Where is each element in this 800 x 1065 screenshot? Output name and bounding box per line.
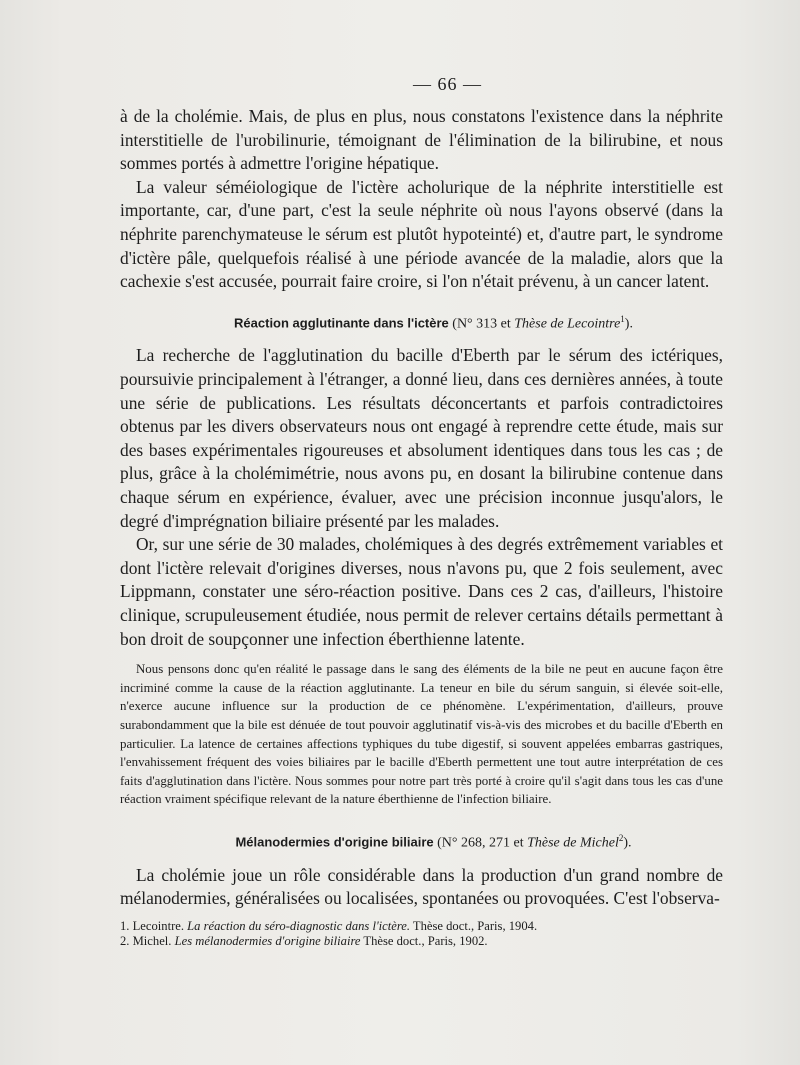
page-number: — 66 — <box>413 74 482 94</box>
section-title: Réaction agglutinante dans l'ictère <box>234 315 449 331</box>
footnote-number: 1. <box>120 918 130 933</box>
paragraph: La valeur séméiologique de l'ictère acholurique de la néphrite interstitielle est importante, car, d'une part, c'est la seule néphrite où nous l'ayons observé (dans la néphrite parenchymateuse le sérum est plutôt hypoteinté) et, d'autre part, le syndrome d'ictère pâle, quelquefois réalisé à une période avancée de la maladie, alors que la cachexie s'est accusée, pourrait faire croire, si l'on n'était prévenu, à un cancer latent. <box>120 176 723 292</box>
paragraph: La recherche de l'agglutination du bacille d'Eberth par le sérum des ictériques, poursuivie principalement à l'étranger, a donné lieu, dans ces dernières années, à toute une série de publications. Les résultats déconcertants et parfois contradictoires obtenus par les divers observateurs nous ont engagé à reprendre cette étude, mais sur des bases expérimentales rigoureuses et absolument identiques dans tous les cas ; de plus, grâce à la cholémimétrie, nous avons pu, en dosant la bilirubine contenue dans chaque sérum en expérience, évaluer, avec une précision inconnue jusqu'alors, le degré d'imprégnation biliaire présenté par les malades. <box>120 345 723 531</box>
footnote-author: Michel. <box>132 934 172 949</box>
footnote-mark: 1 <box>620 313 625 324</box>
footnote-title: La réaction du séro-diagnostic dans l'ictère. <box>187 918 410 933</box>
section-thesis: Thèse de Michel <box>527 835 619 851</box>
footnote <box>120 934 723 950</box>
section-ref-open: (N° 313 et <box>452 316 515 332</box>
section-heading <box>144 833 723 852</box>
footnotes <box>120 919 723 950</box>
footnote-author: Lecointre. <box>132 918 185 933</box>
footnote-details: Thèse doct., Paris, 1902. <box>363 934 488 949</box>
small-print-note: Nous pensons donc qu'en réalité le passage dans le sang des éléments de la bile ne peut en aucune façon être incriminé comme la cause de la réaction agglutinante. La teneur en bile du sérum sanguin, si élevée soit-elle, n'exerce aucune influence sur la production de ce phénomène. L'expérimentation, d'ailleurs, prouve surabondamment que la bile est dénuée de tout pouvoir agglutinatif vis-à-vis des microbes et du bacille d'Eberth en particulier. La latence de certaines affections typhiques du tube digestif, si souvent appelées embarras gastriques, l'envahissement fréquent des voies biliaires par le bacille d'Eberth permettent une tout autre interprétation de ces faits d'agglutination dans l'ictère. Nous sommes pour notre part très porté à croire qu'il s'agit dans tous les cas d'une réaction vraiment spécifique relevant de la nature éberthienne de l'infection biliaire. <box>120 662 723 807</box>
section-heading <box>144 314 723 333</box>
footnote-details: Thèse doct., Paris, 1904. <box>412 918 538 933</box>
footnote <box>120 919 723 935</box>
footnote-mark: 2 <box>618 832 624 843</box>
footnote-title: Les mélanodermies d'origine biliaire <box>174 934 361 949</box>
paragraph: Or, sur une série de 30 malades, cholémiques à des degrés extrêmement variables et dont l'ictère relevait d'origines diverses, nous n'avons pu, que 2 fois seulement, avec Lippmann, constater une séro-réaction positive. Dans ces 2 cas, d'ailleurs, l'histoire clinique, scrupuleusement étudiée, nous permit de relever certains détails permettant à bon droit de soupçonner une infection éberthienne latente. <box>120 534 723 649</box>
section-thesis: Thèse de Lecointre <box>514 316 621 332</box>
section-ref-close: ). <box>624 316 633 332</box>
section-title: Mélanodermies d'origine biliaire <box>235 834 434 850</box>
page-content <box>120 74 723 950</box>
paragraph: à de la cholémie. Mais, de plus en plus, nous constatons l'existence dans la néphrite interstitielle de l'urobilinurie, témoignant de l'élimination de la bilirubine, et nous sommes portés à admettre l'origine hépatique. <box>120 106 723 174</box>
section-ref-open: (N° 268, 271 et <box>437 835 528 851</box>
paragraph: La cholémie joue un rôle considérable dans la production d'un grand nombre de mélanodermies, généralisées ou localisées, spontanées ou provoquées. C'est l'observa- <box>120 864 723 909</box>
section-ref-close: ). <box>623 835 632 851</box>
footnote-number: 2. <box>120 934 130 949</box>
